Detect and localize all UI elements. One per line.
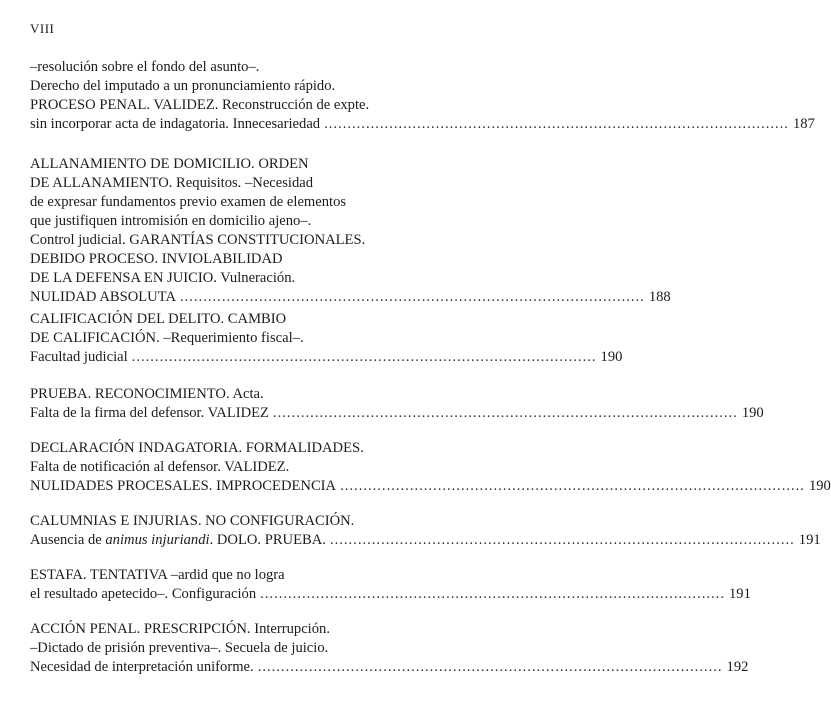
- entry-line: [30, 269, 455, 288]
- entry-text: DE CALIFICACIÓN. –Requerimiento fiscal–.: [30, 330, 304, 346]
- entry-page-number: 190: [741, 405, 764, 421]
- entry-text: Control judicial. GARANTÍAS CONSTITUCIONALES.: [30, 232, 366, 248]
- entry-line: [30, 174, 455, 193]
- entry-text: CALUMNIAS E INJURIAS. NO CONFIGURACIÓN.: [30, 513, 355, 529]
- entry-text: CALIFICACIÓN DEL DELITO. CAMBIO: [30, 311, 287, 327]
- entry-text: –Dictado de prisión preventiva–. Secuela de juicio.: [30, 640, 329, 656]
- entry-line: [30, 439, 455, 458]
- entry-text: ESTAFA. TENTATIVA –ardid que no logra: [30, 567, 285, 583]
- entry-page-number: 192: [726, 659, 749, 675]
- entry-text: DE ALLANAMIENTO. Requisitos. –Necesidad: [30, 175, 314, 191]
- entry-text: DEBIDO PROCESO. INVIOLABILIDAD: [30, 251, 283, 267]
- entry-line: [30, 620, 455, 639]
- entry-line: [30, 155, 455, 174]
- entry-text: Falta de la firma del defensor. VALIDEZ: [30, 405, 269, 421]
- entry-text: NULIDAD ABSOLUTA: [30, 289, 176, 305]
- entry-line-with-page: [30, 404, 764, 423]
- entry-text: DECLARACIÓN INDAGATORIA. FORMALIDADES.: [30, 440, 364, 456]
- dot-leader: ....................................................................................................: [179, 289, 645, 305]
- entry-line-with-page: [30, 115, 815, 134]
- entry-text: Falta de notificación al defensor. VALIDEZ.: [30, 459, 290, 475]
- dot-leader: ....................................................................................................: [257, 659, 723, 675]
- entry-line: [30, 96, 455, 115]
- entry-page-number: 191: [728, 586, 751, 602]
- entry-text: el resultado apetecido–. Configuración: [30, 586, 257, 602]
- page-number: VIII: [30, 21, 55, 36]
- entry-line: [30, 310, 455, 329]
- entry-page-number: 190: [600, 349, 623, 365]
- entry-line-with-page: [30, 348, 623, 367]
- entry-text: que justifiquen intromisión en domicilio ajeno–.: [30, 213, 312, 229]
- entry-line: [30, 566, 455, 585]
- dot-leader: ....................................................................................................: [329, 532, 795, 548]
- entry-line: [30, 58, 455, 77]
- entry-line: [30, 458, 455, 477]
- entry-page-number: 191: [798, 532, 821, 548]
- entry-text: ACCIÓN PENAL. PRESCRIPCIÓN. Interrupción.: [30, 621, 330, 637]
- entry-text: [30, 531, 326, 550]
- dot-leader: ....................................................................................................: [324, 116, 789, 132]
- dot-leader: ....................................................................................................: [272, 405, 738, 421]
- dot-leader: ....................................................................................................: [131, 349, 597, 365]
- entry-page-number: 190: [808, 478, 831, 494]
- entry-text: PROCESO PENAL. VALIDEZ. Reconstrucción de expte.: [30, 97, 370, 113]
- entry-text: DE LA DEFENSA EN JUICIO. Vulneración.: [30, 270, 296, 286]
- entry-text-part: Ausencia de: [30, 532, 106, 548]
- entry-line: [30, 212, 455, 231]
- entry-text: de expresar fundamentos previo examen de elementos: [30, 194, 347, 210]
- entry-text: –resolución sobre el fondo del asunto–.: [30, 59, 260, 75]
- entry-text: Necesidad de interpretación uniforme.: [30, 659, 254, 675]
- entry-line-with-page: [30, 477, 831, 496]
- entry-text: ALLANAMIENTO DE DOMICILIO. ORDEN: [30, 156, 309, 172]
- entry-line: [30, 250, 455, 269]
- entry-line: [30, 193, 455, 212]
- entry-line-with-page: [30, 585, 751, 604]
- entry-text-part: . DOLO. PRUEBA.: [209, 532, 326, 548]
- entry-page-number: 187: [792, 116, 815, 132]
- entry-line: [30, 512, 455, 531]
- entry-line-with-page: [30, 531, 821, 550]
- entry-line: [30, 329, 455, 348]
- entry-line-with-page: [30, 288, 671, 307]
- dot-leader: ....................................................................................................: [340, 478, 805, 494]
- entry-line: [30, 385, 455, 404]
- entry-text: Facultad judicial: [30, 349, 128, 365]
- entry-text: NULIDADES PROCESALES. IMPROCEDENCIA: [30, 478, 337, 494]
- entry-line: [30, 231, 455, 250]
- latin-term: animus injuriandi: [105, 532, 210, 548]
- entry-line: [30, 639, 455, 658]
- entry-line: [30, 77, 455, 96]
- entry-text: PRUEBA. RECONOCIMIENTO. Acta.: [30, 386, 264, 402]
- entry-line-with-page: [30, 658, 749, 677]
- dot-leader: ....................................................................................................: [260, 586, 725, 602]
- entry-text: sin incorporar acta de indagatoria. Innecesariedad: [30, 116, 321, 132]
- entry-page-number: 188: [648, 289, 671, 305]
- entry-text: Derecho del imputado a un pronunciamiento rápido.: [30, 78, 336, 94]
